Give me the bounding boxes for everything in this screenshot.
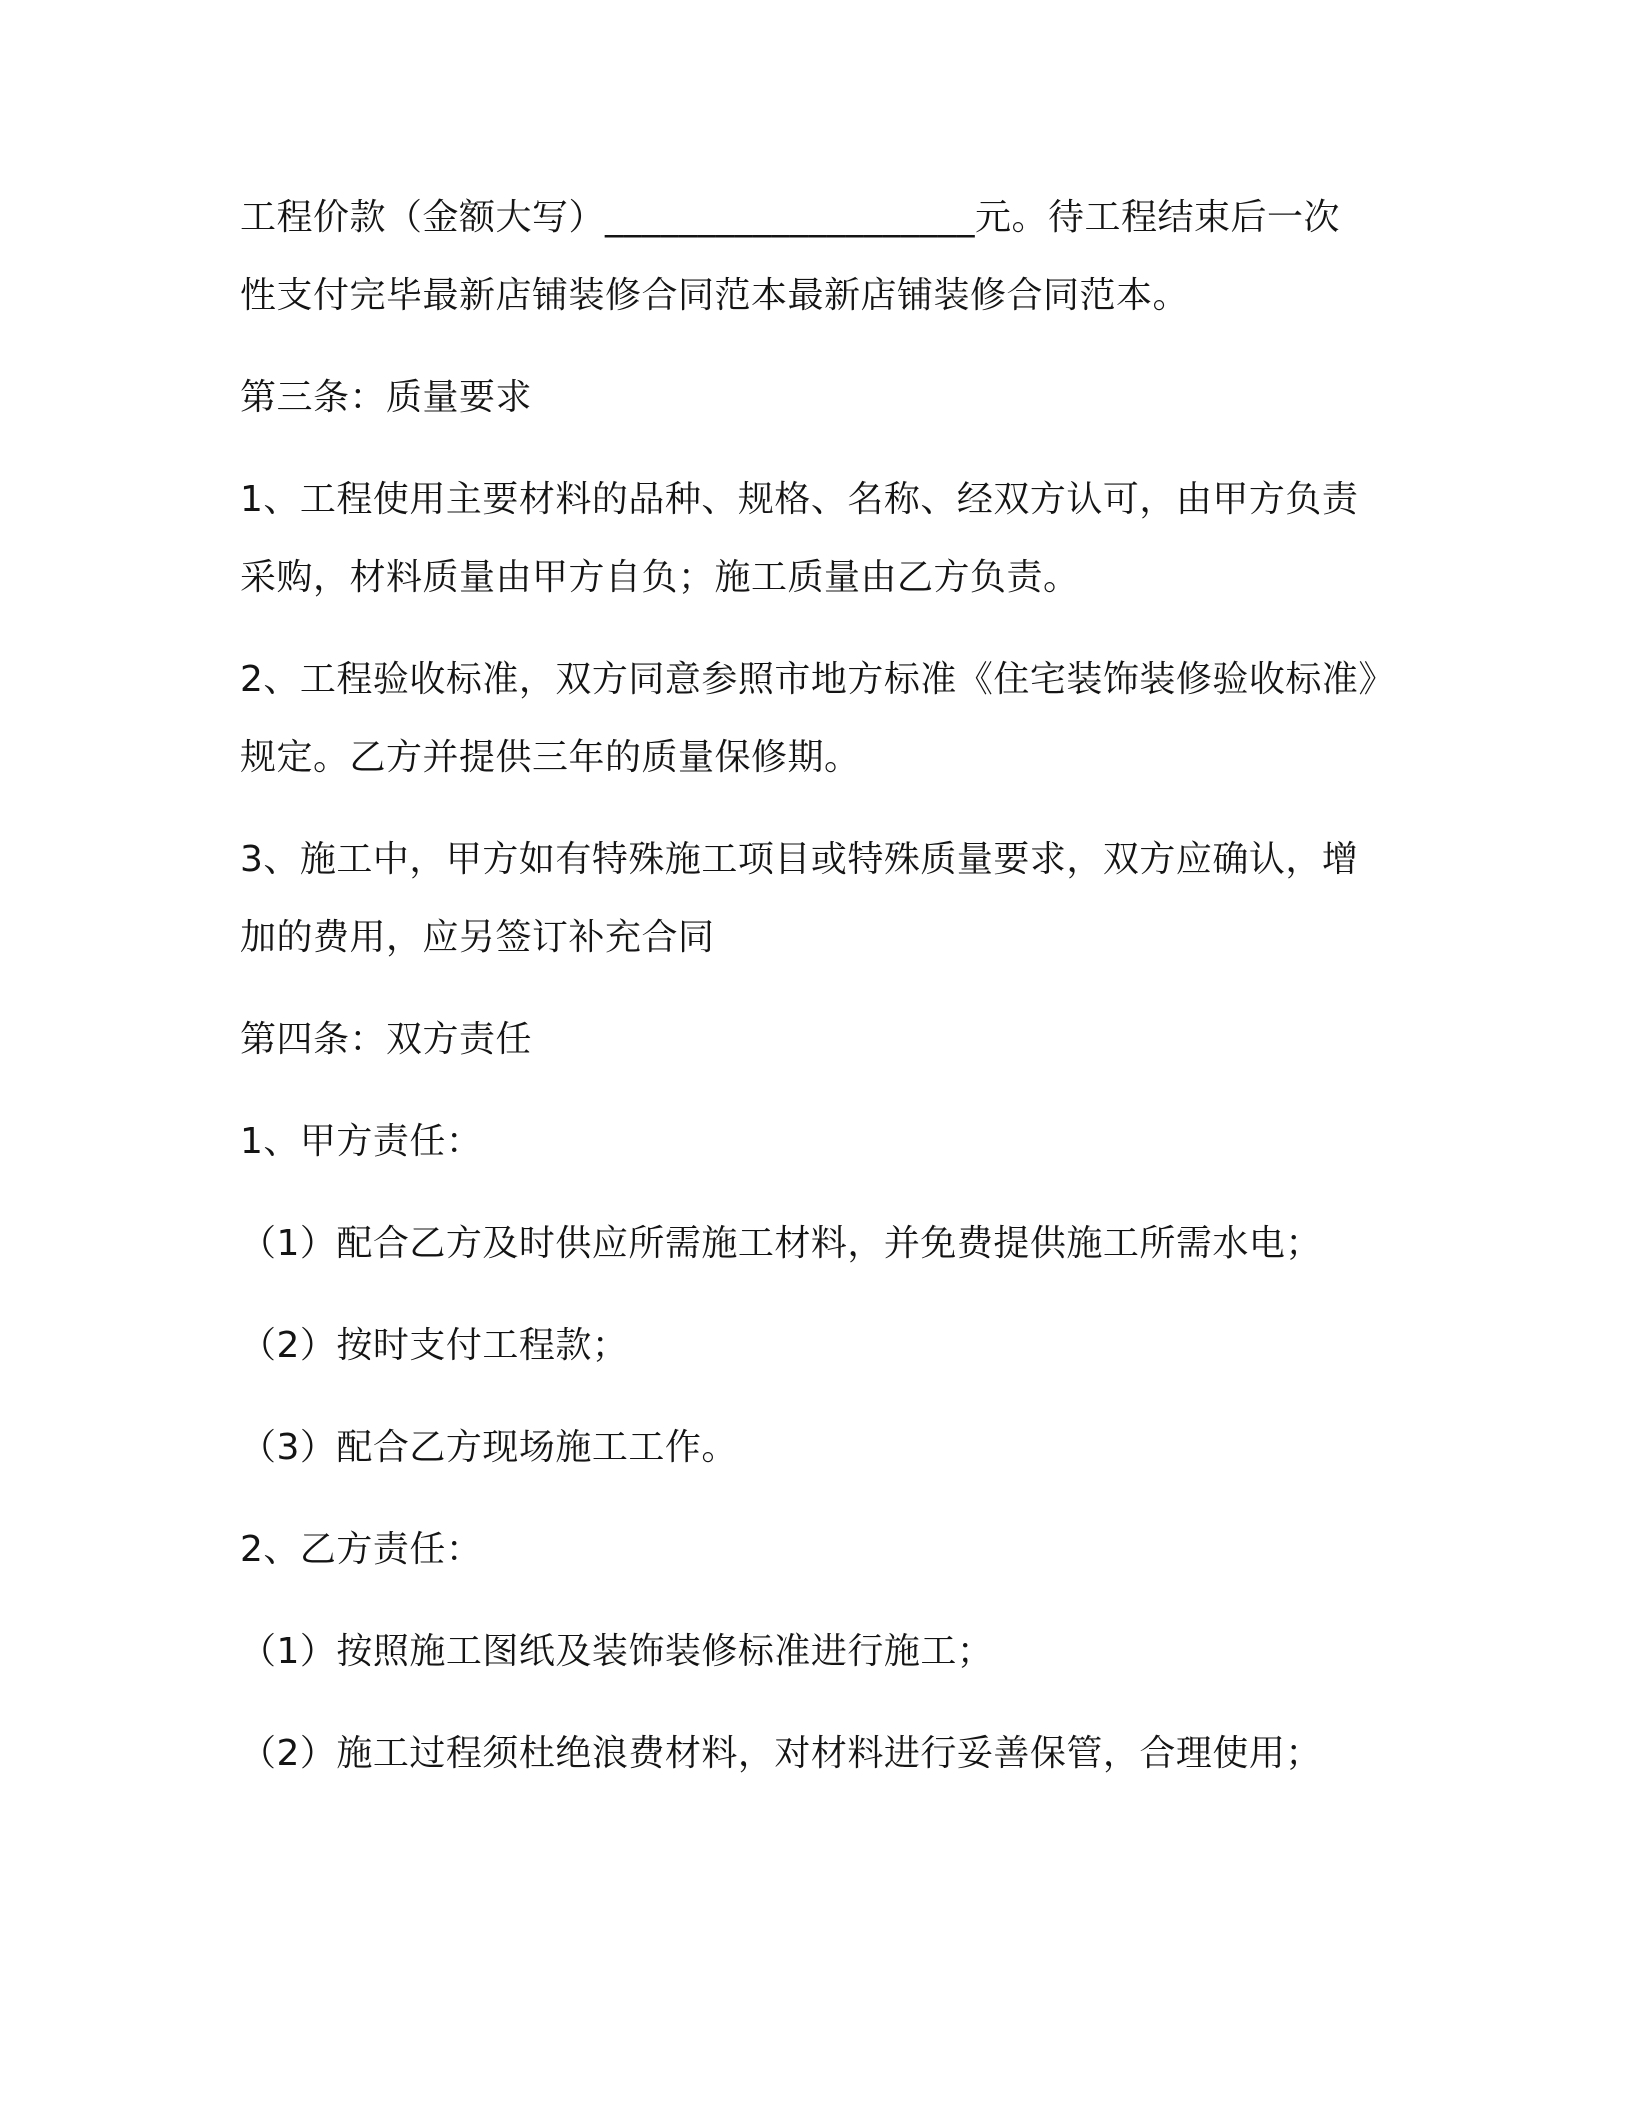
quality-item-3-line-2: 加的费用，应另签订补充合同 [240, 917, 715, 958]
party-a-item-2: （2）按时支付工程款； [240, 1325, 629, 1366]
quality-item-2-line-1: 2、工程验收标准，双方同意参照市地方标准《住宅装饰装修验收标准》 [240, 659, 1395, 700]
party-a-item-3: （3）配合乙方现场施工工作。 [240, 1427, 738, 1468]
quality-item-3-line-1: 3、施工中，甲方如有特殊施工项目或特殊质量要求，双方应确认，增 [240, 839, 1359, 880]
party-b-item-2: （2）施工过程须杜绝浪费材料，对材料进行妥善保管，合理使用； [240, 1733, 1322, 1774]
payment-clause-line-1: 工程价款（金额大写）____________________元。待工程结束后一次 [240, 197, 1341, 238]
payment-clause-line-2: 性支付完毕最新店铺装修合同范本最新店铺装修合同范本。 [240, 275, 1190, 316]
party-b-responsibility-heading: 2、乙方责任： [240, 1529, 483, 1570]
article-3-heading: 第三条：质量要求 [240, 377, 533, 418]
party-b-item-1: （1）按照施工图纸及装饰装修标准进行施工； [240, 1631, 994, 1672]
party-a-responsibility-heading: 1、甲方责任： [240, 1121, 483, 1162]
quality-item-2-line-2: 规定。乙方并提供三年的质量保修期。 [240, 737, 861, 778]
article-4-heading: 第四条：双方责任 [240, 1019, 533, 1060]
quality-item-1-line-2: 采购，材料质量由甲方自负；施工质量由乙方负责。 [240, 557, 1080, 598]
party-a-item-1: （1）配合乙方及时供应所需施工材料，并免费提供施工所需水电； [240, 1223, 1322, 1264]
quality-item-1-line-1: 1、工程使用主要材料的品种、规格、名称、经双方认可，由甲方负责 [240, 479, 1359, 520]
